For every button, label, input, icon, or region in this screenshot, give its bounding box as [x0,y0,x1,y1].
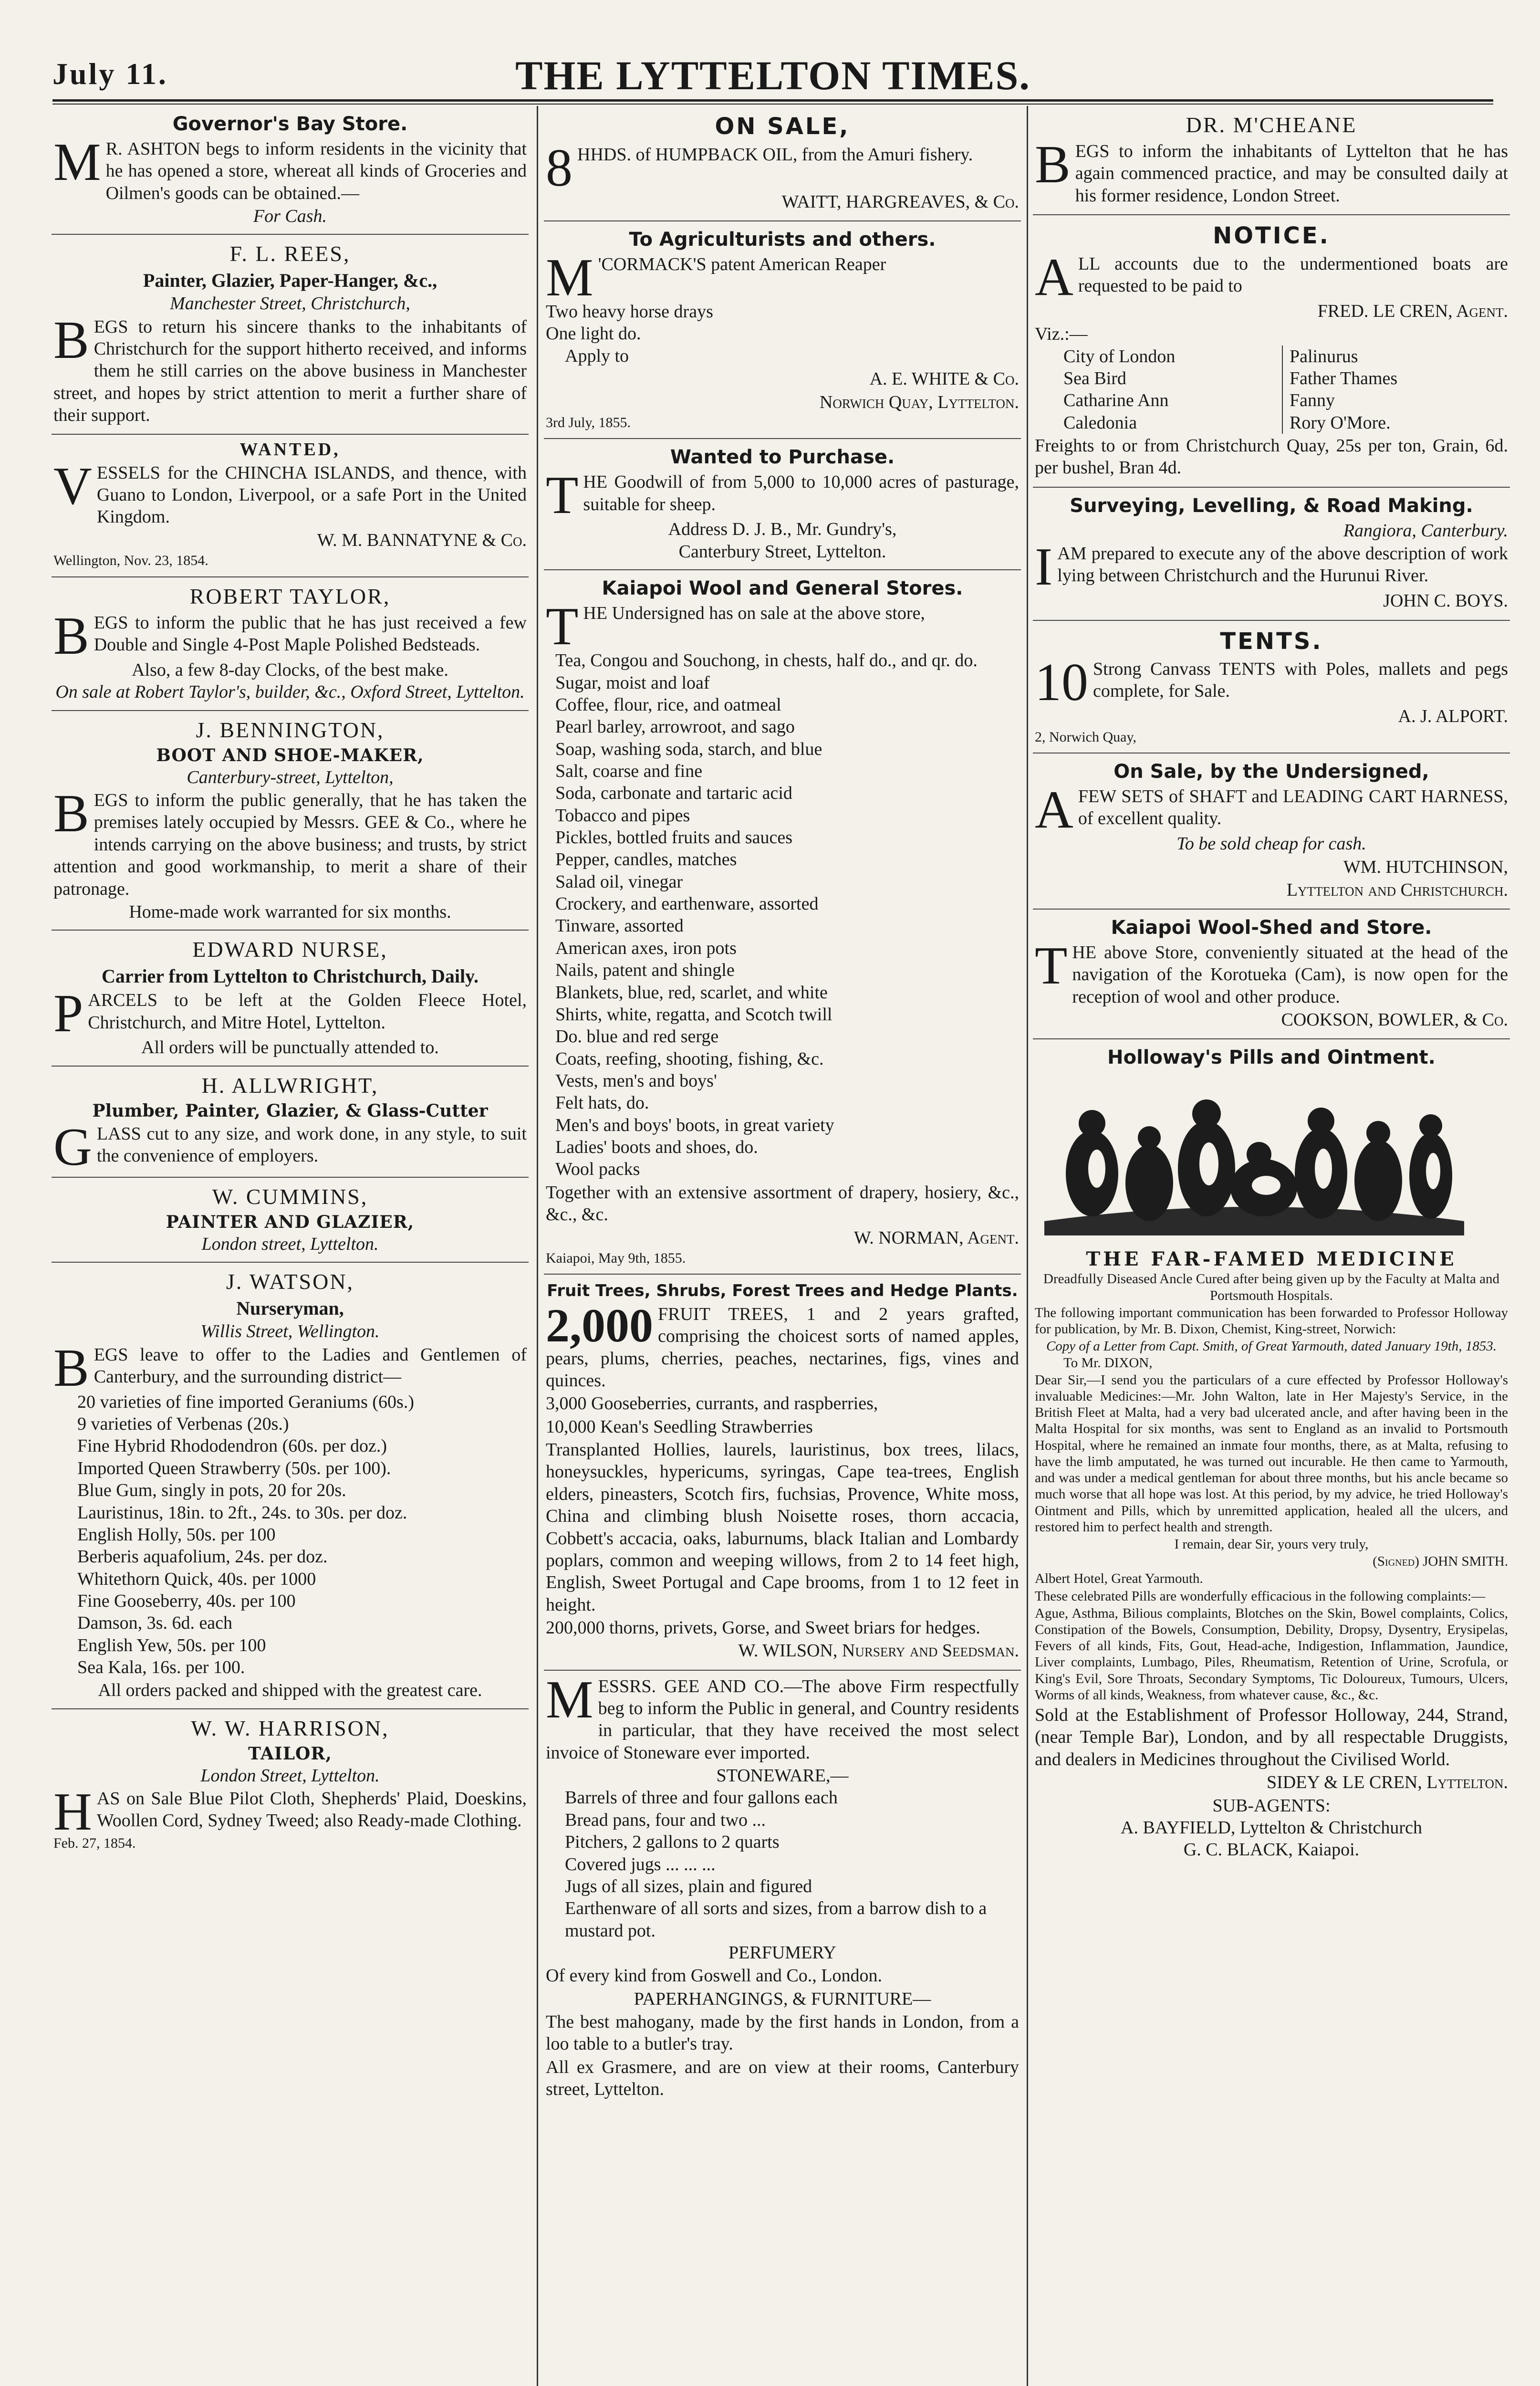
ad-paragraph: 200,000 thorns, privets, Gorse, and Sweet briars for hedges. [546,1617,980,1638]
list-item: Palinurus [1290,346,1358,366]
ad-extra: Home-made work warranted for six months. [129,901,451,922]
column-divider [1027,106,1028,2386]
drop-cap: A [1035,780,1073,839]
list-item: Sea Bird [1063,368,1126,388]
ad-body: EGS to inform the inhabitants of Lyttelton that he has again commenced practice, and may be consulted daily at his former residence, London Street. [1075,141,1508,206]
ad-closing: I remain, dear Sir, yours very truly, [1174,1536,1369,1552]
list-item: Coffee, flour, rice, and oatmeal [555,694,781,715]
ad-heading: Wanted to Purchase. [670,446,895,469]
ad-paragraph: Sold at the Establishment of Professor Holloway, 244, Strand, (near Temple Bar), London, and by all respectable Druggists, and dealers in Medicines throughout the Civilised World. [1035,1705,1508,1769]
list-item: Apply to [565,345,629,366]
list-item: Lauristinus, 18in. to 2ft., 24s. to 30s. per doz. [77,1502,407,1523]
ad-body: EGS leave to offer to the Ladies and Gentlemen of Canterbury, and the surrounding district— [94,1344,527,1387]
section-heading: PAPERHANGINGS, & FURNITURE— [634,1988,931,2009]
complaints-list: Ague, Asthma, Bilious complaints, Blotches on the Skin, Bowel complaints, Colics, Constipation of the Bowels, Consumption, Debility, Dropsy, Dysentry, Erysipelas, Fevers of all kinds, Fits, Gout, Head-ache, Indigestion, Inflammation, Jaundice, Liver complaints, Lumbago, Piles, Rheumatism, Retention of Urine, Scrofula, or King's Evil, Sore Throats, Secondary Symptoms, Tic Doloureux, Tumours, Ulcers, Worms of all kinds, Weakness, from whatever cause, &c., &c. [1035,1605,1508,1703]
ad-date: Kaiapoi, May 9th, 1855. [546,1250,686,1266]
ad-body: FEW SETS of SHAFT and LEADING CART HARNESS, of excellent quality. [1078,786,1508,829]
ad-body: HE above Store, conveniently situated at the head of the navigation of the Korotueka (Cam), is now open for the reception of wool and other produce. [1072,942,1508,1007]
ad-signature: (Signed) JOHN SMITH. [1373,1554,1508,1570]
ad-signature: WM. HUTCHINSON, [1343,857,1508,877]
list-item: Earthenware of all sorts and sizes, from a barrow dish to a mustard pot. [565,1898,987,1941]
ad-subheading: Dreadfully Diseased Ancle Cured after being given up by the Faculty at Malta and Portsmouth Hospitals. [1043,1271,1499,1303]
list-item: Fanny [1290,390,1335,411]
drop-cap: T [546,596,579,656]
list-item: Coats, reefing, shooting, fishing, &c. [555,1048,824,1069]
list-item: Tinware, assorted [555,916,684,936]
ad-body: EGS to inform the public generally, that he has taken the premises lately occupied by Messrs. GEE & Co., where he intends carrying on the above business; and trusts, by strict attention and good workmanship, to merit a share of their patronage. [53,790,527,899]
ad-signature: COOKSON, BOWLER, & Co. [1281,1010,1508,1030]
list-item: Shirts, white, regatta, and Scotch twill [555,1004,832,1025]
drop-cap: G [53,1117,92,1177]
ad-agriculturists [544,221,1021,439]
advertiser-trade: PAINTER AND GLAZIER, [166,1212,415,1232]
ad-body: R. ASHTON begs to inform residents in the vicinity that he has opened a store, whereat all kinds of Groceries and Oilmen's goods can be obtained.— [105,138,527,203]
ad-address: Address D. J. B., Mr. Gundry's, [668,519,897,540]
advertiser-name: ROBERT TAYLOR, [189,584,391,608]
drop-cap: M [53,132,101,192]
advertiser-name: W. W. HARRISON, [191,1716,389,1740]
list-item: Covered jugs ... ... ... [565,1854,716,1874]
list-item: City of London [1063,346,1176,366]
ad-watson [52,1263,529,1709]
ad-signature: JOHN C. BOYS. [1383,591,1508,611]
ad-heading: Fruit Trees, Shrubs, Forest Trees and Hedge Plants. [547,1281,1018,1301]
ad-signature-address: Lyttelton and Christchurch. [1286,879,1508,900]
column-1 [52,106,529,2386]
section-heading: STONEWARE,— [716,1766,849,1786]
advertiser-address: London Street, Lyttelton. [200,1765,380,1786]
ad-signature: A. J. ALPORT. [1398,706,1508,727]
drop-cap: 8 [546,138,572,198]
ad-holloway [1033,1039,1510,1867]
list-item: Ladies' boots and shoes, do. [555,1137,758,1158]
ad-paragraph: Transplanted Hollies, laurels, lauristinus, box trees, lilacs, honeysuckles, hypericums, syringas, Cape tea-trees, English elders, pineasters, Scotch firs, fuchsias, Provence, White moss, China and climbing blush Noisette roses, thorn accacia, Cobbett's accacia, oaks, laburnums, black Italian and Lombardy poplars, common and weeping willows, from 2 to 14 feet high, English, Sweet Portugal and Cape brooms, from 1 to 12 feet in height. [546,1440,1019,1615]
ad-notice [1033,215,1510,488]
advertiser-name: DR. M'CHEANE [1186,113,1357,137]
list-item: Fine Gooseberry, 40s. per 100 [77,1591,296,1611]
goods-list [546,649,1019,1181]
ad-body: AS on Sale Blue Pilot Cloth, Shepherds' Plaid, Doeskins, Woollen Cord, Sydney Tweed; also Ready-made Clothing. [96,1789,527,1831]
ad-date: 2, Norwich Quay, [1035,729,1137,745]
list-item: Imported Queen Strawberry (50s. per 100). [77,1458,391,1478]
ad-humpback-oil [544,106,1021,221]
drop-cap: P [53,984,83,1044]
ad-signature: A. E. WHITE & Co. [869,369,1019,389]
ad-surveying [1033,488,1510,621]
ad-note: On sale at Robert Taylor's, builder, &c., Oxford Street, Lyttelton. [55,682,525,702]
advertiser-trade: Carrier from Lyttelton to Christchurch, Daily. [102,965,479,987]
ad-signature: FRED. LE CREN, Agent. [1317,301,1508,321]
ad-body: HE Goodwill of from 5,000 to 10,000 acres of pasturage, suitable for sheep. [583,472,1019,514]
column-3 [1033,106,1510,2386]
advertiser-trade: Painter, Glazier, Paper-Hanger, &c., [143,270,437,292]
ad-body: 'CORMACK'S patent American Reaper [598,254,886,274]
advertiser-name: J. BENNINGTON, [196,717,385,742]
ad-salutation: To Mr. DIXON, [1063,1355,1153,1371]
list-item: One light do. [546,324,641,344]
list-item: Blue Gum, singly in pots, 20 for 20s. [77,1480,346,1501]
ad-tents [1033,621,1510,754]
list-item: 20 varieties of fine imported Geraniums (60s.) [77,1392,414,1412]
drop-cap: H [53,1782,92,1842]
ad-signature: W. NORMAN, Agent. [853,1227,1019,1248]
drop-cap: M [546,1670,593,1729]
list-item: Men's and boys' boots, in great variety [555,1115,834,1135]
holloway-illustration [1035,1078,1474,1235]
testimonial-letter: Dear Sir,—I send you the particulars of a cure effected by Professor Holloway's invaluable Medicines:—Mr. John Walton, late in Her Majesty's Service, in the British Fleet at Malta, had a very bad ulcerated ancle, and after having been in the Malta Hospital for six months, was sent to England as an invalid to Portsmouth Hospital, where he remained an inmate four months, there, as at Malta, refusing to have the limb amputated, he was turned out incurable. He then came to Yarmouth, and was under a medical gentleman for about three months, but his ancle became so much worse that all hope was lost. At this period, by my advice, he tried Holloway's Ointment and Pills, which by unremitted application, healed all the ulcers, and restored him to perfect health and strength. [1035,1372,1508,1535]
advertiser-address: Manchester Street, Christchurch, [170,293,410,314]
ad-extra: All orders will be punctually attended to. [141,1037,439,1058]
list-item: English Yew, 50s. per 100 [77,1635,266,1655]
ad-heading: NOTICE. [1213,222,1330,250]
column-divider [537,106,538,2386]
list-item: Catharine Ann [1063,390,1169,411]
ad-date: Wellington, Nov. 23, 1854. [53,553,208,569]
ad-extra: Together with an extensive assortment of drapery, hosiery, &c., &c., &c. [546,1182,1019,1225]
ad-body: ESSRS. GEE AND CO.—The above Firm respectfully beg to inform the Public in general, and Country residents in particular, that they have received the most select invoice of Stoneware ever imported. [546,1676,1019,1763]
drop-cap: A [1035,247,1073,307]
drop-cap: T [1035,936,1068,996]
ad-body: AM prepared to execute any of the above description of work lying between Christchurch and the Hurunui River. [1057,543,1508,586]
ad-heading: Holloway's Pills and Ointment. [1107,1046,1436,1069]
ad-heading: WANTED, [239,440,341,460]
advertiser-name: EDWARD NURSE, [192,937,388,962]
list-item: Crockery, and earthenware, assorted [555,894,819,914]
ad-nurse [52,931,529,1066]
ad-wanted-purchase [544,439,1021,570]
ad-heading: To Agriculturists and others. [629,229,936,251]
list-item: Sea Kala, 16s. per 100. [77,1657,245,1678]
ad-heading: Surveying, Levelling, & Road Making. [1070,494,1473,517]
advertiser-name: W. CUMMINS, [212,1184,368,1209]
list-item: Pepper, candles, matches [555,849,737,870]
ad-body: FRUIT TREES, 1 and 2 years grafted, comprising the choicest sorts of named apples, pears, plums, cherries, peaches, nectarines, figs, vines and quinces. [546,1304,1019,1391]
ad-body: EGS to return his sincere thanks to the inhabitants of Christchurch for the support hitherto received, and informs them he still carries on the above business in Manchester street, and hopes by strict attention to merit a further share of their support. [53,316,527,425]
ad-signature-address: Norwich Quay, Lyttelton. [819,392,1019,412]
ad-governors-bay [52,106,529,235]
sub-agents-heading: SUB-AGENTS: [1212,1795,1331,1816]
stoneware-list [546,1787,1019,1942]
ad-extra: Freights to or from Christchurch Quay, 25s per ton, Grain, 6d. per bushel, Bran 4d. [1035,436,1508,478]
ad-heading: Kaiapoi Wool-Shed and Store. [1111,917,1432,939]
list-item: Caledonia [1063,412,1137,433]
list-item: Pickles, bottled fruits and sauces [555,827,793,848]
advertiser-trade: BOOT AND SHOE-MAKER, [156,745,424,765]
section-heading: PERFUMERY [728,1942,836,1963]
ad-heading: TENTS. [1220,628,1323,655]
list-item: Blankets, blue, red, scarlet, and white [555,982,828,1003]
advertiser-address: Willis Street, Wellington. [200,1321,380,1342]
ad-body: LL accounts due to the undermentioned boats are requested to be paid to [1078,253,1508,296]
list-item: Tobacco and pipes [555,805,690,826]
ad-paragraph: These celebrated Pills are wonderfully efficacious in the following complaints:— [1035,1588,1486,1604]
advertiser-trade: Nurseryman, [236,1298,344,1319]
list-item: Rory O'More. [1290,412,1391,433]
ad-paragraph: The following important communication has been forwarded to Professor Holloway for publication, by Mr. B. Dixon, Chemist, King-street, Norwich: [1035,1305,1508,1337]
list-item: Vests, men's and boys' [555,1070,717,1091]
ad-paragraph: All ex Grasmere, and are on view at their rooms, Canterbury street, Lyttelton. [546,2057,1019,2100]
newspaper-title: THE LYTTELTON TIMES. [515,52,1030,98]
list-item: Two heavy horse drays [546,302,713,322]
ad-wanted-vessels [52,435,529,577]
ad-body: ESSELS for the CHINCHA ISLANDS, and thence, with Guano to London, Liverpool, or a safe Port in the United Kingdom. [96,462,527,527]
issue-date: July 11. [52,57,168,91]
ad-letter-title: Copy of a Letter from Capt. Smith, of Great Yarmouth, dated January 19th, 1853. [1046,1339,1497,1354]
advertiser-name: F. L. REES, [229,241,351,266]
list-item: Jugs of all sizes, plain and figured [565,1876,812,1896]
ad-address: Canterbury Street, Lyttelton. [678,541,886,562]
ad-fruit-trees [544,1275,1021,1670]
list-item: 9 varieties of Verbenas (20s.) [77,1414,289,1434]
ad-body: EGS to inform the public that he has just received a few Double and Single 4-Post Maple Polished Bedsteads. [94,612,527,655]
ad-body: Strong Canvass TENTS with Poles, mallets and pegs complete, for Sale. [1093,659,1508,701]
ad-harness [1033,753,1510,910]
ad-signature: SIDEY & LE CREN, Lyttelton. [1266,1772,1508,1793]
sub-agent: A. BAYFIELD, Lyttelton & Christchurch [1121,1817,1422,1838]
list-item: Fine Hybrid Rhododendron (60s. per doz.) [77,1436,387,1456]
ad-rees [52,235,529,435]
ad-date: Feb. 27, 1854. [53,1835,136,1852]
ad-body: HE Undersigned has on sale at the above store, [583,603,925,623]
advertiser-name: J. WATSON, [226,1269,354,1294]
advertiser-name: H. ALLWRIGHT, [201,1073,379,1098]
ad-extra: Also, a few 8-day Clocks, of the best make. [132,659,448,680]
ad-extra: All orders packed and shipped with the greatest care. [98,1680,482,1701]
list-item: Soap, washing soda, starch, and blue [555,739,822,759]
drop-cap: B [53,310,89,370]
advertiser-trade: Plumber, Painter, Glazier, & Glass-Cutter [92,1100,488,1121]
list-item: Whitethorn Quick, 40s. per 1000 [77,1569,316,1589]
list-item: Salt, coarse and fine [555,761,703,781]
advertiser-address: Canterbury-street, Lyttelton, [187,767,394,787]
ad-paragraph: Of every kind from Goswell and Co., London. [546,1966,882,1986]
ad-heading: ON SALE, [715,113,850,140]
drop-cap: 2,000 [546,1298,653,1352]
ad-date: 3rd July, 1855. [546,414,631,430]
list-item: English Holly, 50s. per 100 [77,1524,276,1545]
ad-heading: On Sale, by the Undersigned, [1113,761,1429,783]
ad-signature: WAITT, HARGREAVES, & Co. [781,191,1019,212]
ad-cummins [52,1178,529,1263]
list-item: Berberis aquafolium, 24s. per doz. [77,1547,328,1567]
list-item: Tea, Congou and Souchong, in chests, half do., and qr. do. [555,650,978,671]
ad-tagline: THE FAR-FAMED MEDICINE [1086,1247,1457,1270]
drop-cap: B [53,784,89,844]
drop-cap: B [1035,135,1071,195]
drop-cap: V [53,456,92,516]
advertiser-address: London street, Lyttelton. [201,1234,379,1254]
ad-heading: Governor's Bay Store. [172,113,408,135]
list-item: Pitchers, 2 gallons to 2 quarts [565,1832,780,1852]
list-item: American axes, iron pots [555,938,737,958]
sub-agent: G. C. BLACK, Kaiapoi. [1183,1840,1360,1860]
list-item: Sugar, moist and loaf [555,672,710,693]
list-item: Soda, carbonate and tartaric acid [555,783,792,804]
list-item: Barrels of three and four gallons each [565,1788,838,1808]
masthead-rule [52,99,1493,102]
column-2 [544,106,1021,2386]
masthead [52,52,1493,104]
ad-woolshed [1033,910,1510,1039]
advertiser-address: Rangiora, Canterbury. [1343,520,1508,541]
ad-signature: W. M. BANNATYNE & Co. [317,530,527,550]
list-item: Father Thames [1290,368,1398,388]
ad-bennington [52,711,529,931]
masthead-rule-thin [52,104,1493,105]
drop-cap: B [53,1338,89,1398]
drop-cap: 10 [1035,653,1088,712]
ad-address: Albert Hotel, Great Yarmouth. [1035,1571,1203,1587]
ad-allwright [52,1067,529,1178]
advertiser-trade: TAILOR, [248,1743,332,1764]
ad-signature: W. WILSON, Nursery and Seedsman. [738,1641,1019,1661]
ad-body: ARCELS to be left at the Golden Fleece Hotel, Christchurch, and Mitre Hotel, Lyttelton. [88,990,527,1033]
ad-harrison [52,1709,529,1859]
ad-note: For Cash. [253,206,327,226]
ad-note: To be sold cheap for cash. [1176,834,1366,854]
ad-gee-co [544,1671,1021,2108]
drop-cap: T [546,466,579,525]
list-item: Felt hats, do. [555,1093,649,1113]
ad-kaiapoi-stores [544,570,1021,1275]
list-item: Wool packs [555,1159,640,1180]
ad-taylor [52,577,529,711]
list-item: Bread pans, four and two ... [565,1810,766,1830]
ad-body: LASS cut to any size, and work done, in any style, to suit the convenience of employers. [96,1123,527,1166]
ad-paragraph: The best mahogany, made by the first hands in London, from a loo table to a butler's tray. [546,2012,1019,2054]
ad-paragraph: 3,000 Gooseberries, currants, and raspberries, [546,1393,878,1414]
drop-cap: M [546,248,593,307]
ad-body: HHDS. of HUMPBACK OIL, from the Amuri fishery. [577,144,973,165]
list-item: Pearl barley, arrowroot, and sago [555,717,795,737]
viz-label: Viz.:— [1035,324,1088,345]
nursery-price-list [77,1391,527,1679]
list-item: Damson, 3s. 6d. each [77,1613,233,1633]
ad-mcheane [1033,106,1510,215]
list-item: Nails, patent and shingle [555,960,735,981]
list-item: Salad oil, vinegar [555,871,683,892]
ad-paragraph: 10,000 Kean's Seedling Strawberries [546,1416,813,1437]
drop-cap: I [1035,537,1053,596]
ad-heading: Kaiapoi Wool and General Stores. [602,577,963,600]
boat-list [1035,345,1508,434]
list-item: Do. blue and red serge [555,1026,719,1047]
drop-cap: B [53,606,89,666]
